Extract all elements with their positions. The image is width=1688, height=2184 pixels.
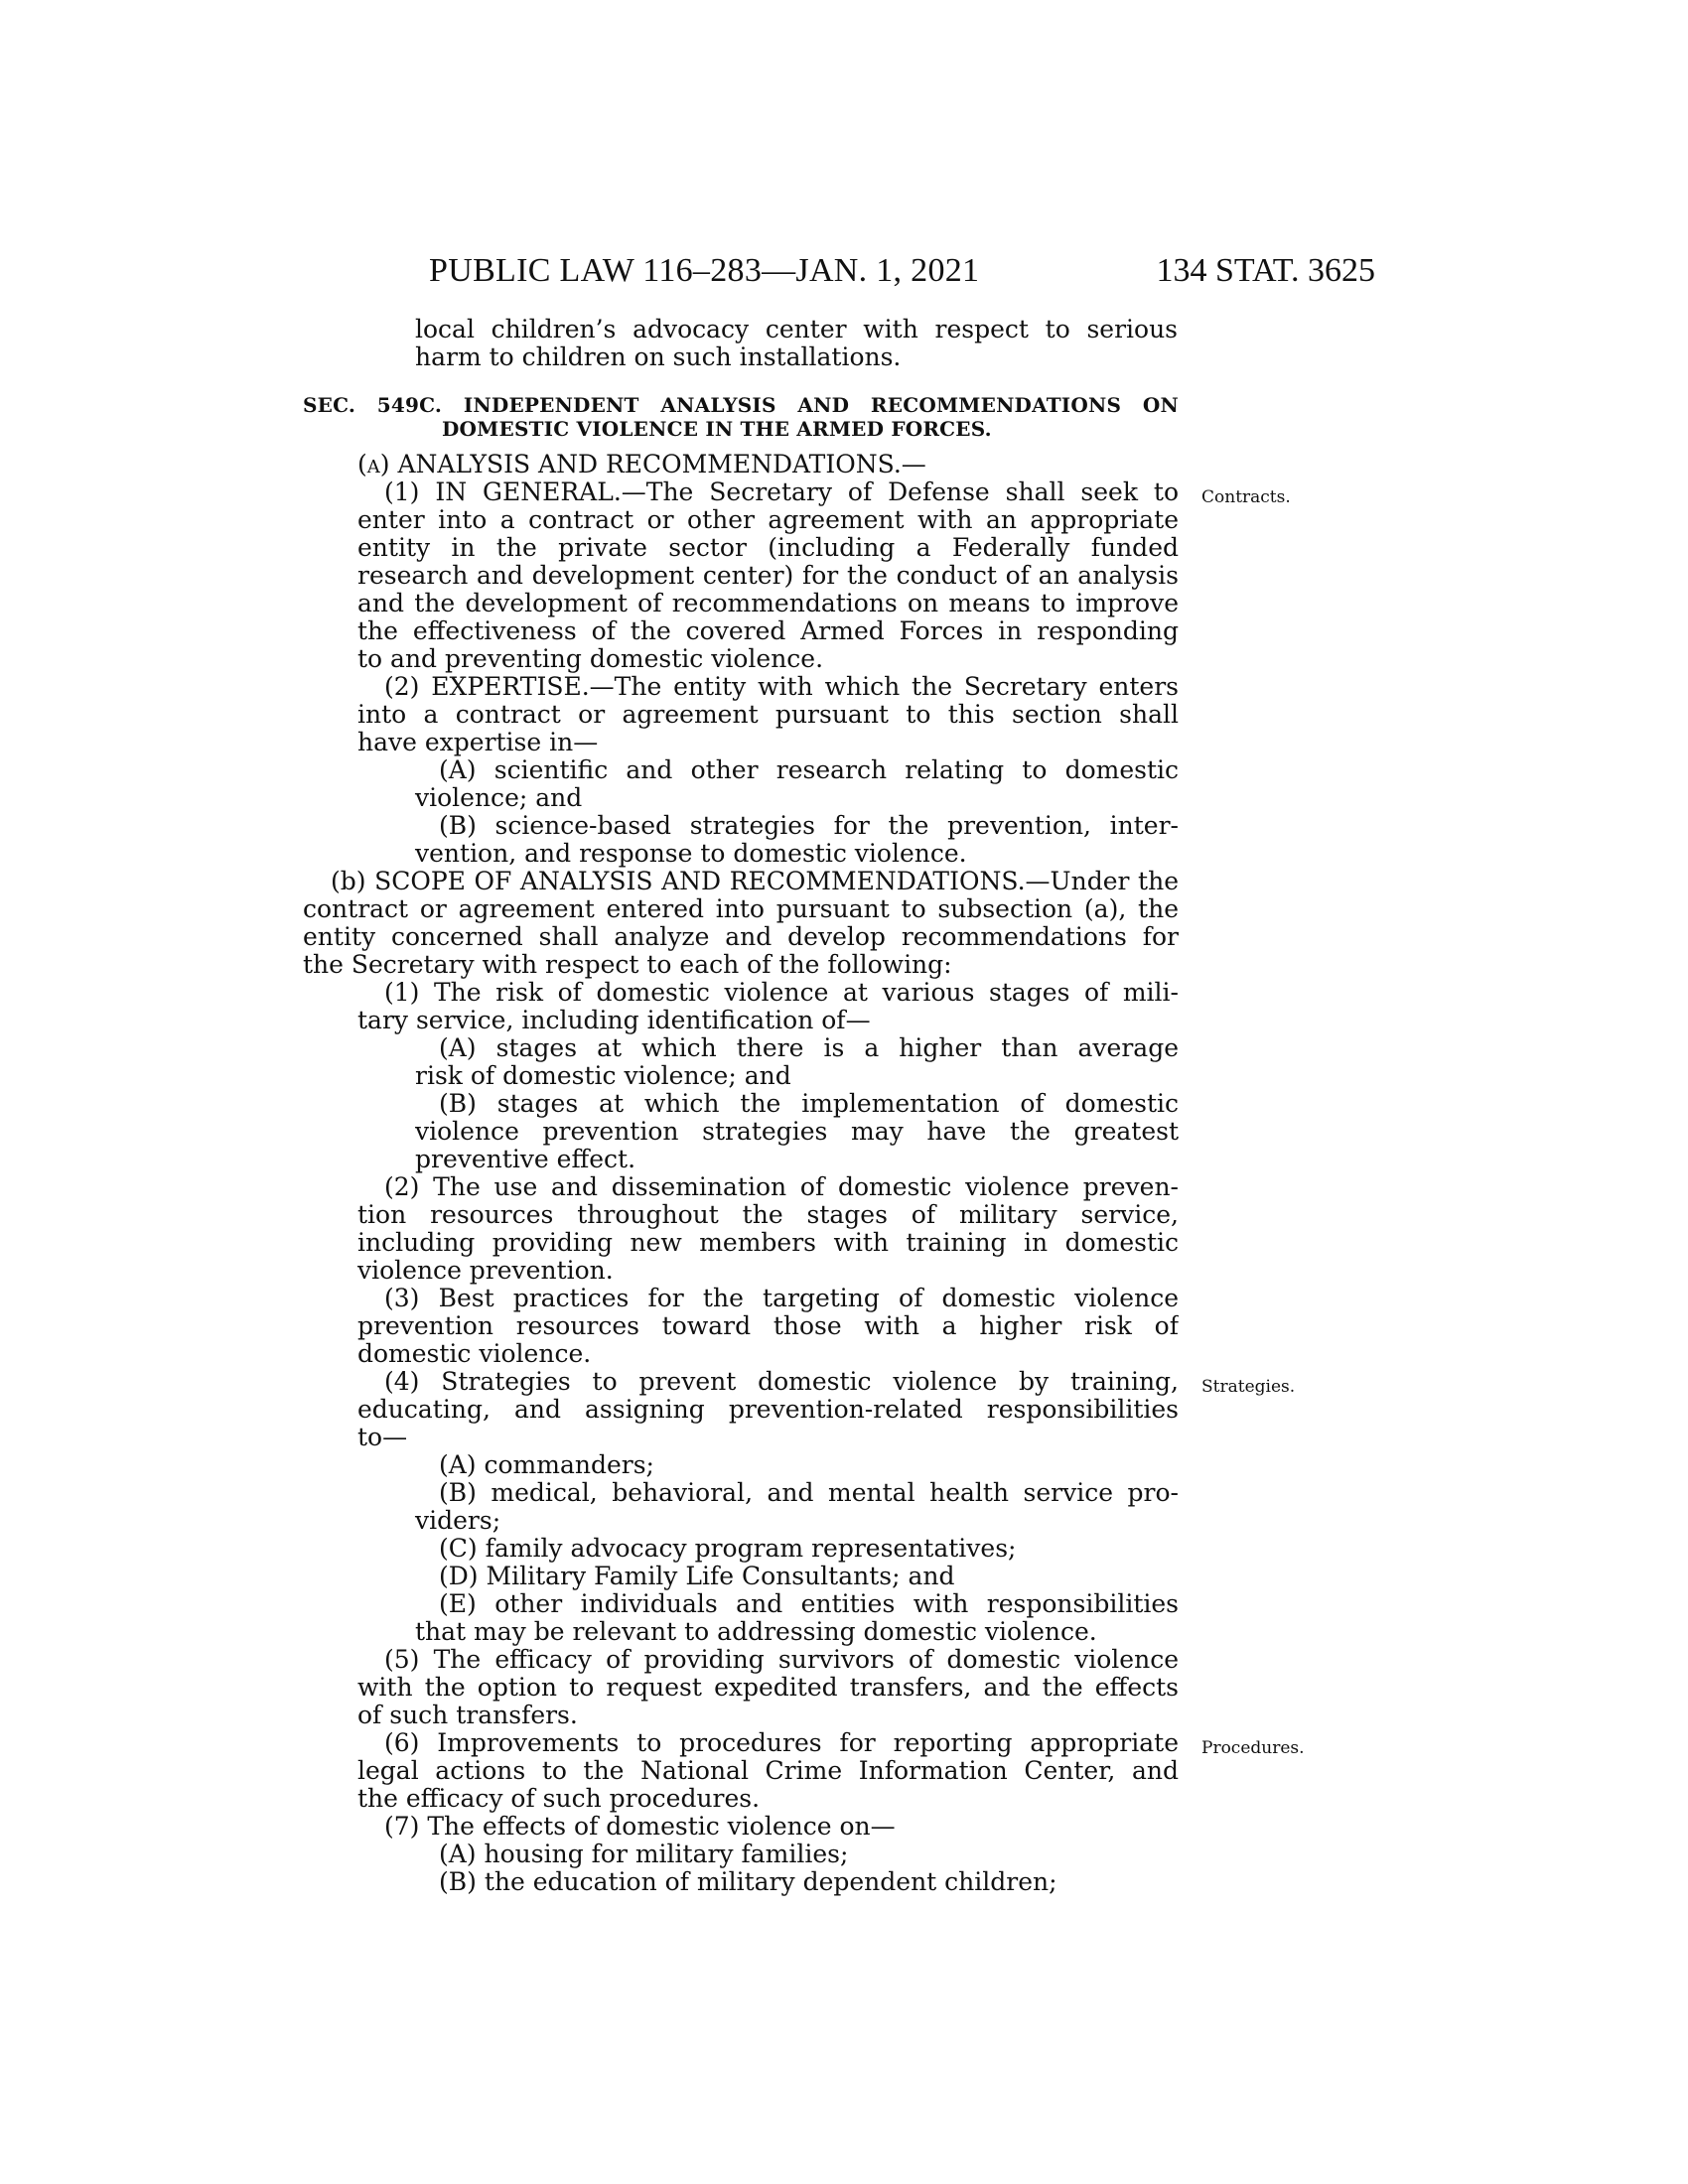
text-line: (D) Military Family Life Consultants; and (439, 1562, 955, 1590)
text-line: (A) commanders; (439, 1450, 654, 1479)
text-line: (A) stages at which there is a higher than average (439, 1034, 1179, 1062)
text-line: risk of domestic violence; and (415, 1061, 791, 1090)
text-line: (B) science-based strategies for the prevention, inter- (439, 812, 1179, 840)
text-line: (5) The efficacy of providing survivors of domestic violence (384, 1646, 1179, 1674)
text-line: (A) housing for military families; (439, 1840, 849, 1868)
text-line: into a contract or agreement pursuant to this section shall (357, 701, 1179, 729)
text-line: with the option to request expedited transfers, and the effects (357, 1674, 1179, 1702)
subsection-heading: (a) ANALYSIS AND RECOMMENDATIONS.— (357, 450, 926, 478)
text-line: (E) other individuals and entities with responsibilities (439, 1590, 1179, 1618)
text-line: (B) medical, behavioral, and mental health service pro- (439, 1479, 1179, 1507)
text-line: (6) Improvements to procedures for reporting appropriate (384, 1729, 1179, 1757)
text-line: (1) IN GENERAL.—The Secretary of Defense shall seek to (384, 478, 1179, 506)
text-line: the efficacy of such procedures. (357, 1784, 761, 1813)
text-line: (2) EXPERTISE.—The entity with which the Secretary enters (384, 673, 1179, 701)
text-line: to— (357, 1423, 408, 1451)
page-number: 134 STAT. 3625 (1156, 252, 1375, 289)
text-line: (B) stages at which the implementation of domestic (439, 1090, 1179, 1118)
text-line: have expertise in— (357, 728, 599, 756)
text-line: domestic violence. (357, 1339, 592, 1368)
text-line: violence; and (415, 783, 583, 812)
text-line: entity concerned shall analyze and develop recommendations for (303, 923, 1179, 951)
text-line: (7) The effects of domestic violence on— (384, 1812, 896, 1841)
text-line: of such transfers. (357, 1701, 578, 1729)
text-line: tion resources throughout the stages of military service, (357, 1201, 1179, 1229)
text-line: (1) The risk of domestic violence at various stages of mili- (384, 979, 1179, 1007)
text-line: (2) The use and dissemination of domestic violence preven- (384, 1173, 1179, 1201)
subsection-heading: (b) SCOPE OF ANALYSIS AND RECOMMENDATIONS.—Under the (331, 868, 1179, 895)
text-line: violence prevention. (357, 1256, 614, 1285)
text-line: the Secretary with respect to each of the following: (303, 950, 952, 979)
text-line: (C) family advocacy program representatives; (439, 1534, 1017, 1563)
section-heading-cont: DOMESTIC VIOLENCE IN THE ARMED FORCES. (442, 417, 992, 441)
text-line: (4) Strategies to prevent domestic violence by training, (384, 1368, 1179, 1396)
text-line: violence prevention strategies may have the greatest (415, 1118, 1179, 1146)
text-line: enter into a contract or other agreement with an appropriate (357, 506, 1179, 534)
text-line: contract or agreement entered into pursuant to subsection (a), the (303, 895, 1179, 923)
text-line: educating, and assigning prevention-related responsibilities (357, 1396, 1179, 1424)
text-line: the effectiveness of the covered Armed Forces in responding (357, 617, 1179, 645)
text-line: including providing new members with training in domestic (357, 1229, 1179, 1257)
text-line: viders; (415, 1506, 501, 1535)
text-line: tary service, including identification of— (357, 1006, 871, 1034)
margin-note-procedures: Procedures. (1201, 1738, 1305, 1758)
text-line: local children’s advocacy center with respect to serious (415, 316, 1178, 343)
text-line: (3) Best practices for the targeting of domestic violence (384, 1285, 1179, 1312)
text-line: harm to children on such installations. (415, 342, 902, 371)
text-line: entity in the private sector (including a Federally funded (357, 534, 1179, 562)
text-line: (B) the education of military dependent children; (439, 1867, 1057, 1896)
text-line: preventive effect. (415, 1145, 636, 1173)
running-head-title: PUBLIC LAW 116–283—JAN. 1, 2021 (429, 252, 980, 289)
text-line: that may be relevant to addressing domestic violence. (415, 1617, 1097, 1646)
text-line: and the development of recommendations on means to improve (357, 590, 1179, 617)
section-heading: SEC. 549C. INDEPENDENT ANALYSIS AND RECOMMENDATIONS ON (303, 393, 1179, 417)
text-line: (A) scientific and other research relating to domestic (439, 756, 1179, 784)
text-line: research and development center) for the conduct of an analysis (357, 562, 1179, 590)
text-line: vention, and response to domestic violence. (415, 839, 967, 868)
text-line: legal actions to the National Crime Information Center, and (357, 1757, 1179, 1785)
margin-note-strategies: Strategies. (1201, 1377, 1296, 1397)
margin-note-contracts: Contracts. (1201, 487, 1291, 507)
text-line: prevention resources toward those with a higher risk of (357, 1312, 1179, 1340)
text-line: to and preventing domestic violence. (357, 644, 824, 673)
